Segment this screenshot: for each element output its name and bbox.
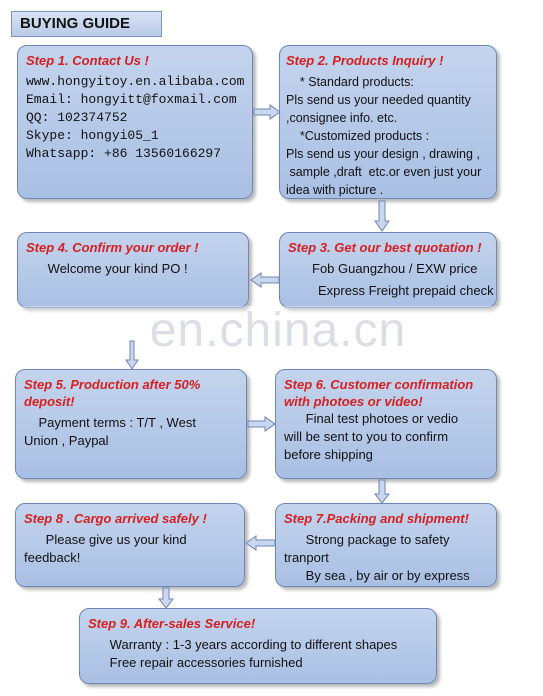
step-3-box (279, 232, 497, 308)
arrow-right-icon (253, 104, 281, 120)
arrow-down-icon (158, 587, 174, 609)
step-9-box (79, 608, 437, 684)
step-6-title-cont: with photoes or video! (284, 394, 423, 409)
step-2-line: *Customized products : (286, 129, 430, 143)
step-5-box (15, 369, 247, 479)
step-6-box (275, 369, 497, 479)
arrow-down-icon (374, 479, 390, 504)
step-6-line: before shipping (284, 447, 373, 462)
arrow-down-icon (374, 200, 390, 232)
step-8-box (15, 503, 245, 587)
arrow-down-icon (124, 340, 140, 370)
step-7-title: Step 7.Packing and shipment! (284, 511, 469, 526)
arrow-left-icon (245, 535, 276, 551)
step-3-line: Fob Guangzhou / EXW price (312, 261, 478, 276)
step-9-line: Free repair accessories furnished (88, 655, 303, 670)
step-2-line: sample ,draft etc.or even just your (286, 165, 482, 179)
step-8-line: feedback! (24, 550, 81, 565)
step-5-title: Step 5. Production after 50% (24, 377, 201, 392)
step-1-line: www.hongyitoy.en.alibaba.com (26, 74, 245, 89)
step-5-line: Payment terms : T/T , West (24, 415, 196, 430)
step-7-line: tranport (284, 550, 329, 565)
step-1-box (17, 45, 253, 199)
step-8-line: Please give us your kind (24, 532, 187, 547)
step-4-box (17, 232, 249, 308)
step-4-title: Step 4. Confirm your order ! (26, 240, 199, 255)
step-6-line: will be sent to you to confirm (284, 429, 449, 444)
step-9-title: Step 9. After-sales Service! (88, 616, 256, 631)
step-8-title: Step 8 . Cargo arrived safely ! (24, 511, 207, 526)
step-2-line: ,consignee info. etc. (286, 111, 398, 125)
step-5-title-cont: deposit! (24, 394, 75, 409)
step-4-line: Welcome your kind PO ! (26, 261, 188, 276)
step-6-line: Final test photoes or vedio (284, 411, 459, 426)
step-3-line: Express Freight prepaid check (318, 283, 494, 298)
step-9-line: Warranty : 1-3 years according to different shapes (88, 637, 398, 652)
step-2-line: Pls send us your design , drawing , (286, 147, 480, 161)
arrow-right-icon (247, 416, 276, 432)
step-7-line: By sea , by air or by express (284, 568, 470, 583)
step-3-title: Step 3. Get our best quotation ! (288, 240, 482, 255)
step-1-line: Whatsapp: +86 13560166297 (26, 146, 222, 161)
watermark-text: en.china.cn (149, 304, 407, 357)
step-2-box (279, 45, 497, 199)
step-2-line: idea with picture . (286, 183, 384, 197)
step-1-title: Step 1. Contact Us ! (26, 53, 149, 68)
step-1-line: Skype: hongyi05_1 (26, 128, 159, 143)
step-2-title: Step 2. Products Inquiry ! (286, 53, 444, 68)
arrow-left-icon (250, 272, 280, 288)
step-7-box (275, 503, 497, 587)
step-2-line: Pls send us your needed quantity (286, 93, 471, 107)
step-1-line: Email: hongyitt@foxmail.com (26, 92, 237, 107)
step-6-title: Step 6. Customer confirmation (284, 377, 474, 392)
step-7-line: Strong package to safety (284, 532, 450, 547)
step-1-line: QQ: 102374752 (26, 110, 128, 125)
buying-guide-header: BUYING GUIDE (11, 11, 162, 37)
step-2-line: * Standard products: (286, 75, 414, 89)
step-5-line: Union , Paypal (24, 433, 109, 448)
